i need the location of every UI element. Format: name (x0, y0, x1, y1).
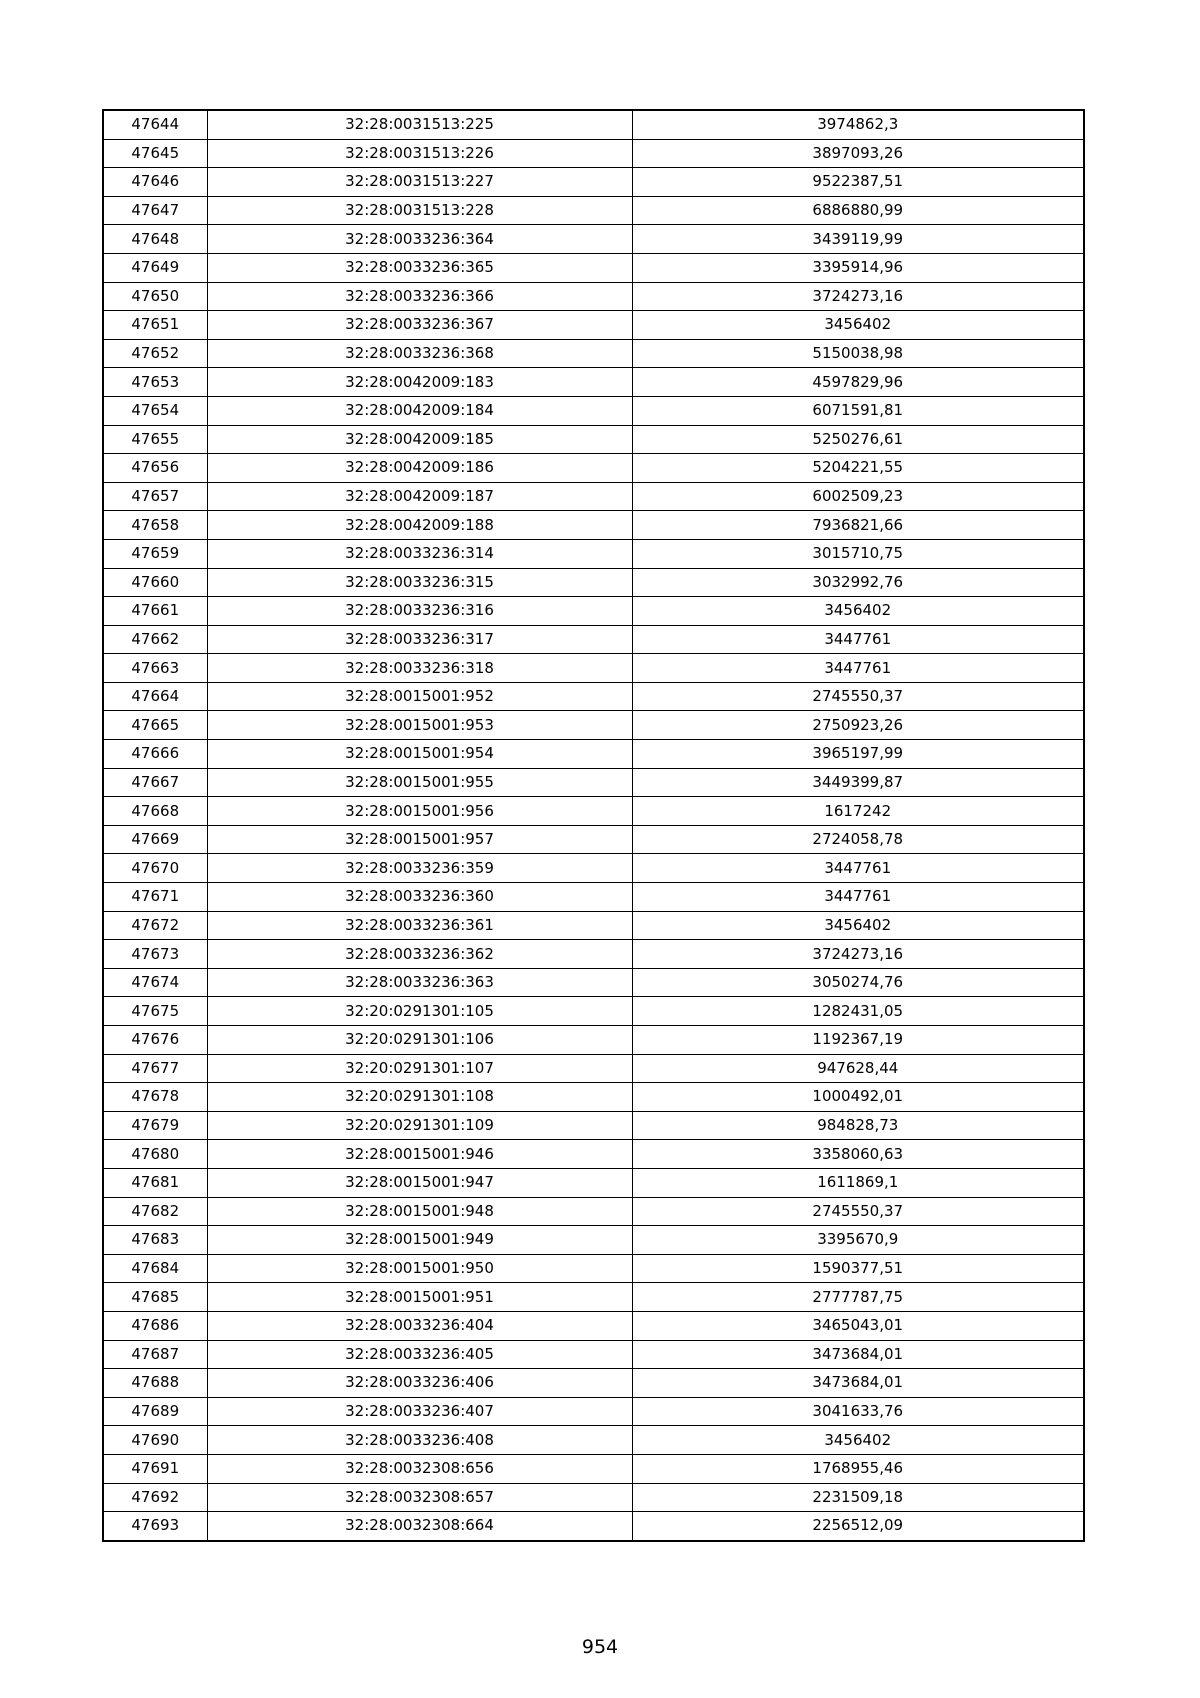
row-number-cell: 47662 (103, 625, 207, 654)
table-row (103, 1283, 1084, 1312)
table-row (103, 511, 1084, 540)
value-cell: 947628,44 (632, 1054, 1084, 1083)
cadastral-number-cell: 32:28:0033236:366 (207, 282, 632, 311)
table-row (103, 883, 1084, 912)
table-row (103, 1397, 1084, 1426)
cadastral-number-cell: 32:28:0042009:184 (207, 396, 632, 425)
value-cell: 3897093,26 (632, 139, 1084, 168)
data-table (102, 109, 1085, 1542)
value-cell: 2745550,37 (632, 1197, 1084, 1226)
value-cell: 3974862,3 (632, 110, 1084, 139)
cadastral-number-cell: 32:28:0015001:954 (207, 740, 632, 769)
value-cell: 2750923,26 (632, 711, 1084, 740)
cadastral-number-cell: 32:28:0015001:949 (207, 1226, 632, 1255)
row-number-cell: 47655 (103, 425, 207, 454)
row-number-cell: 47690 (103, 1426, 207, 1455)
row-number-cell: 47646 (103, 168, 207, 197)
table-row (103, 1369, 1084, 1398)
value-cell: 3724273,16 (632, 940, 1084, 969)
table-row (103, 282, 1084, 311)
cadastral-number-cell: 32:28:0042009:186 (207, 454, 632, 483)
value-cell: 3447761 (632, 625, 1084, 654)
row-number-cell: 47689 (103, 1397, 207, 1426)
cadastral-number-cell: 32:28:0031513:227 (207, 168, 632, 197)
row-number-cell: 47648 (103, 225, 207, 254)
cadastral-number-cell: 32:28:0015001:955 (207, 768, 632, 797)
cadastral-number-cell: 32:20:0291301:107 (207, 1054, 632, 1083)
row-number-cell: 47678 (103, 1083, 207, 1112)
table-row (103, 1168, 1084, 1197)
value-cell: 3456402 (632, 911, 1084, 940)
cadastral-number-cell: 32:20:0291301:109 (207, 1111, 632, 1140)
table-row (103, 253, 1084, 282)
cadastral-number-cell: 32:28:0033236:314 (207, 539, 632, 568)
cadastral-number-cell: 32:28:0033236:359 (207, 854, 632, 883)
value-cell: 984828,73 (632, 1111, 1084, 1140)
cadastral-number-cell: 32:28:0015001:957 (207, 825, 632, 854)
value-cell: 3456402 (632, 1426, 1084, 1455)
value-cell: 3050274,76 (632, 968, 1084, 997)
cadastral-number-cell: 32:28:0015001:952 (207, 682, 632, 711)
cadastral-number-cell: 32:28:0033236:317 (207, 625, 632, 654)
value-cell: 5250276,61 (632, 425, 1084, 454)
value-cell: 1768955,46 (632, 1454, 1084, 1483)
table-row (103, 1426, 1084, 1455)
row-number-cell: 47671 (103, 883, 207, 912)
table-row (103, 1311, 1084, 1340)
row-number-cell: 47682 (103, 1197, 207, 1226)
cadastral-number-cell: 32:28:0015001:953 (207, 711, 632, 740)
cadastral-number-cell: 32:28:0015001:946 (207, 1140, 632, 1169)
cadastral-number-cell: 32:28:0031513:228 (207, 196, 632, 225)
row-number-cell: 47675 (103, 997, 207, 1026)
row-number-cell: 47692 (103, 1483, 207, 1512)
row-number-cell: 47664 (103, 682, 207, 711)
cadastral-number-cell: 32:28:0042009:188 (207, 511, 632, 540)
value-cell: 3473684,01 (632, 1340, 1084, 1369)
value-cell: 3473684,01 (632, 1369, 1084, 1398)
cadastral-number-cell: 32:28:0015001:950 (207, 1254, 632, 1283)
row-number-cell: 47654 (103, 396, 207, 425)
table-row (103, 768, 1084, 797)
row-number-cell: 47644 (103, 110, 207, 139)
table-row (103, 1197, 1084, 1226)
cadastral-number-cell: 32:28:0033236:405 (207, 1340, 632, 1369)
row-number-cell: 47670 (103, 854, 207, 883)
row-number-cell: 47657 (103, 482, 207, 511)
value-cell: 5150038,98 (632, 339, 1084, 368)
cadastral-number-cell: 32:28:0033236:363 (207, 968, 632, 997)
value-cell: 2745550,37 (632, 682, 1084, 711)
cadastral-number-cell: 32:28:0033236:360 (207, 883, 632, 912)
table-row (103, 1483, 1084, 1512)
table-row (103, 196, 1084, 225)
value-cell: 2231509,18 (632, 1483, 1084, 1512)
table-row (103, 139, 1084, 168)
value-cell: 4597829,96 (632, 368, 1084, 397)
cadastral-number-cell: 32:20:0291301:106 (207, 1026, 632, 1055)
row-number-cell: 47679 (103, 1111, 207, 1140)
cadastral-number-cell: 32:28:0033236:368 (207, 339, 632, 368)
cadastral-number-cell: 32:28:0015001:956 (207, 797, 632, 826)
value-cell: 5204221,55 (632, 454, 1084, 483)
value-cell: 2724058,78 (632, 825, 1084, 854)
value-cell: 1282431,05 (632, 997, 1084, 1026)
row-number-cell: 47680 (103, 1140, 207, 1169)
table-row (103, 168, 1084, 197)
cadastral-number-cell: 32:28:0015001:947 (207, 1168, 632, 1197)
table-row (103, 654, 1084, 683)
row-number-cell: 47653 (103, 368, 207, 397)
value-cell: 3015710,75 (632, 539, 1084, 568)
table-row (103, 1254, 1084, 1283)
cadastral-number-cell: 32:28:0033236:364 (207, 225, 632, 254)
cadastral-number-cell: 32:28:0031513:226 (207, 139, 632, 168)
table-row (103, 1226, 1084, 1255)
row-number-cell: 47684 (103, 1254, 207, 1283)
table-row (103, 339, 1084, 368)
row-number-cell: 47681 (103, 1168, 207, 1197)
value-cell: 3439119,99 (632, 225, 1084, 254)
cadastral-number-cell: 32:28:0042009:187 (207, 482, 632, 511)
value-cell: 3395670,9 (632, 1226, 1084, 1255)
cadastral-number-cell: 32:28:0033236:367 (207, 311, 632, 340)
value-cell: 3449399,87 (632, 768, 1084, 797)
table-row (103, 1083, 1084, 1112)
table-row (103, 854, 1084, 883)
row-number-cell: 47649 (103, 253, 207, 282)
cadastral-number-cell: 32:28:0031513:225 (207, 110, 632, 139)
table-row (103, 1454, 1084, 1483)
table-row (103, 110, 1084, 139)
cadastral-number-cell: 32:28:0033236:315 (207, 568, 632, 597)
value-cell: 1617242 (632, 797, 1084, 826)
table-body (103, 110, 1084, 1541)
table-row (103, 968, 1084, 997)
cadastral-number-cell: 32:20:0291301:108 (207, 1083, 632, 1112)
cadastral-number-cell: 32:28:0033236:404 (207, 1311, 632, 1340)
table-row (103, 911, 1084, 940)
value-cell: 3465043,01 (632, 1311, 1084, 1340)
value-cell: 9522387,51 (632, 168, 1084, 197)
row-number-cell: 47651 (103, 311, 207, 340)
value-cell: 6071591,81 (632, 396, 1084, 425)
row-number-cell: 47693 (103, 1512, 207, 1541)
row-number-cell: 47691 (103, 1454, 207, 1483)
value-cell: 6886880,99 (632, 196, 1084, 225)
cadastral-number-cell: 32:28:0042009:183 (207, 368, 632, 397)
table-row (103, 740, 1084, 769)
cadastral-number-cell: 32:28:0033236:316 (207, 597, 632, 626)
row-number-cell: 47685 (103, 1283, 207, 1312)
row-number-cell: 47672 (103, 911, 207, 940)
value-cell: 2256512,09 (632, 1512, 1084, 1541)
row-number-cell: 47666 (103, 740, 207, 769)
cadastral-number-cell: 32:20:0291301:105 (207, 997, 632, 1026)
row-number-cell: 47668 (103, 797, 207, 826)
row-number-cell: 47688 (103, 1369, 207, 1398)
table-row (103, 311, 1084, 340)
cadastral-number-cell: 32:28:0033236:407 (207, 1397, 632, 1426)
table-row (103, 997, 1084, 1026)
value-cell: 3041633,76 (632, 1397, 1084, 1426)
value-cell: 3032992,76 (632, 568, 1084, 597)
table-row (103, 1111, 1084, 1140)
table-row (103, 940, 1084, 969)
value-cell: 7936821,66 (632, 511, 1084, 540)
row-number-cell: 47686 (103, 1311, 207, 1340)
table-row (103, 1140, 1084, 1169)
cadastral-number-cell: 32:28:0032308:656 (207, 1454, 632, 1483)
row-number-cell: 47665 (103, 711, 207, 740)
table-row (103, 368, 1084, 397)
value-cell: 1192367,19 (632, 1026, 1084, 1055)
row-number-cell: 47656 (103, 454, 207, 483)
table-row (103, 539, 1084, 568)
cadastral-number-cell: 32:28:0033236:365 (207, 253, 632, 282)
cadastral-number-cell: 32:28:0033236:318 (207, 654, 632, 683)
table-row (103, 797, 1084, 826)
row-number-cell: 47645 (103, 139, 207, 168)
row-number-cell: 47683 (103, 1226, 207, 1255)
value-cell: 1000492,01 (632, 1083, 1084, 1112)
value-cell: 3447761 (632, 854, 1084, 883)
row-number-cell: 47667 (103, 768, 207, 797)
value-cell: 3395914,96 (632, 253, 1084, 282)
value-cell: 3358060,63 (632, 1140, 1084, 1169)
row-number-cell: 47658 (103, 511, 207, 540)
table-row (103, 425, 1084, 454)
cadastral-number-cell: 32:28:0032308:664 (207, 1512, 632, 1541)
table-row (103, 682, 1084, 711)
cadastral-number-cell: 32:28:0033236:408 (207, 1426, 632, 1455)
table-row (103, 396, 1084, 425)
value-cell: 3456402 (632, 597, 1084, 626)
cadastral-number-cell: 32:28:0033236:406 (207, 1369, 632, 1398)
row-number-cell: 47663 (103, 654, 207, 683)
value-cell: 3724273,16 (632, 282, 1084, 311)
table-row (103, 711, 1084, 740)
row-number-cell: 47674 (103, 968, 207, 997)
value-cell: 1611869,1 (632, 1168, 1084, 1197)
cadastral-number-cell: 32:28:0015001:951 (207, 1283, 632, 1312)
value-cell: 3447761 (632, 883, 1084, 912)
row-number-cell: 47652 (103, 339, 207, 368)
cadastral-number-cell: 32:28:0015001:948 (207, 1197, 632, 1226)
cadastral-number-cell: 32:28:0042009:185 (207, 425, 632, 454)
row-number-cell: 47650 (103, 282, 207, 311)
table-row (103, 1026, 1084, 1055)
value-cell: 1590377,51 (632, 1254, 1084, 1283)
page-number: 954 (581, 1636, 619, 1658)
table-row (103, 482, 1084, 511)
cadastral-number-cell: 32:28:0032308:657 (207, 1483, 632, 1512)
value-cell: 6002509,23 (632, 482, 1084, 511)
row-number-cell: 47647 (103, 196, 207, 225)
table-row (103, 454, 1084, 483)
value-cell: 3447761 (632, 654, 1084, 683)
value-cell: 3456402 (632, 311, 1084, 340)
row-number-cell: 47677 (103, 1054, 207, 1083)
table-row (103, 597, 1084, 626)
row-number-cell: 47660 (103, 568, 207, 597)
row-number-cell: 47659 (103, 539, 207, 568)
table-row (103, 625, 1084, 654)
value-cell: 2777787,75 (632, 1283, 1084, 1312)
table-row (103, 225, 1084, 254)
value-cell: 3965197,99 (632, 740, 1084, 769)
table-row (103, 1054, 1084, 1083)
cadastral-number-cell: 32:28:0033236:361 (207, 911, 632, 940)
row-number-cell: 47669 (103, 825, 207, 854)
table-row (103, 1340, 1084, 1369)
table-row (103, 825, 1084, 854)
table-row (103, 568, 1084, 597)
row-number-cell: 47661 (103, 597, 207, 626)
row-number-cell: 47673 (103, 940, 207, 969)
row-number-cell: 47676 (103, 1026, 207, 1055)
row-number-cell: 47687 (103, 1340, 207, 1369)
cadastral-number-cell: 32:28:0033236:362 (207, 940, 632, 969)
table-row (103, 1512, 1084, 1541)
